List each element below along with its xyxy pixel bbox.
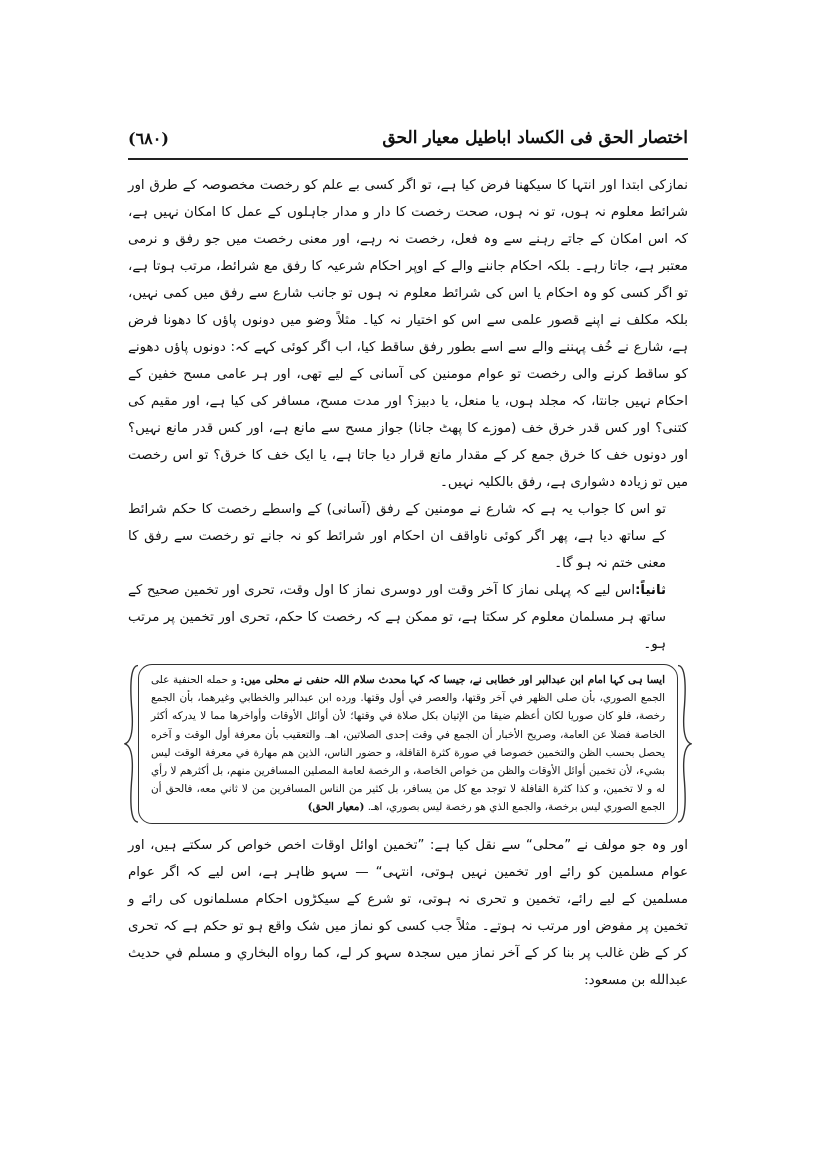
- footnote-box-wrapper: [138, 664, 678, 824]
- left-brace-icon: [124, 664, 140, 824]
- closing-urdu: اور وہ جو مولف نے ”محلی“ سے نقل کیا ہے: ”تخمین اوائل اوقات اخص خواص کر سکتے ہیں، اور عوام مسلمین کو رائے اور تخمین نہیں ہوتی، انتہی“ — سہو ظاہر ہے، اس لیے کہ اگر عوام مسلمین کے لیے رائے، تخمین و تحری نہ ہوتی، تو شرع کے سیکڑوں احکام مسلمانوں کی رائے و تخمین پر مفوض اور مرتب نہ ہوتے۔ مثلاً جب کسی کو نماز میں شک واقع ہو تو حکم ہے کہ تحری کر کے ظن غالب پر بنا کر کے آخر نماز میں سجدہ سہو کر لے،: [128, 837, 688, 961]
- footnote-text: [151, 671, 665, 817]
- running-title: اختصار الحق فی الکساد اباطیل معیار الحق: [382, 128, 688, 148]
- second-point-lead: ثانیاً:: [635, 583, 666, 598]
- page-header: [128, 118, 688, 160]
- main-text: [128, 172, 688, 658]
- document-page: [128, 118, 688, 1078]
- right-brace-icon: [676, 664, 692, 824]
- paragraph-2: تو اس کا جواب یہ ہے کہ شارع نے مومنین کے رفق (آسانی) کے واسطے رخصت کا حکم شرائط کے ساتھ دیا ہے، پھر اگر کوئی ناواقف ان احکام اور شرائط کو نہ جانے تو رخصت سے رفق کا معنی ختم نہ ہو گا۔: [128, 502, 666, 571]
- closing-arabic: كما رواه البخاري و مسلم في حديث عبدالله بن مسعود:: [128, 945, 688, 988]
- footnote-intro: ایسا ہی کہا امام ابن عبدالبر اور خطابی نے، جیسا کہ کہا محدث سلام اللہ حنفی نے محلی میں:: [240, 674, 665, 686]
- page-number: (٦٨٠): [128, 128, 169, 148]
- closing-paragraph: [128, 832, 688, 994]
- paragraph-3: [128, 577, 688, 658]
- paragraph-1: نمازکی ابتدا اور انتہا کا سیکھنا فرض کیا ہے، تو اگر کسی بے علم کو رخصت مخصوصہ کے طرق اور شرائط معلوم نہ ہوں، تو نہ ہوں، صحت رخصت کا دار و مدار جاہلوں کے عمل کا امکان نہیں ہے، کہ اس امکان کے جاتے رہنے سے وہ فعل، رخصت نہ رہے، اور معنی رخصت میں جو رفق و نرمی معتبر ہے، جاتا رہے۔ بلکہ احکام جاننے والے کے اوپر احکام شرعیہ کا رفق مع شرائط، مرتب ہوتا ہے، تو اگر کسی کو وہ احکام یا اس کی شرائط معلوم نہ ہوں تو جانب شارع سے رفق میں کمی نہیں، بلکہ مکلف نے اپنے قصور علمی سے اس کو اختیار نہ کیا۔ مثلاً وضو میں دونوں پاؤں کا دھونا فرض ہے، شارع نے خُف پہننے والے سے اسے بطور رفق ساقط کیا، اب اگر کوئی کہے کہ: دونوں پاؤں دھونے کو ساقط کرنے والی رخصت تو عوام مومنین کی آسانی کے لیے تھی، اور ہر عامی مسح خفین کے احکام نہیں جانتا، کہ مجلد ہوں، یا منعل، یا دبیز؟ اور مدت مسح، مسافر کی کیا ہے، اور مقیم کی کتنی؟ اور کس قدر خرق خف (موزے کا پھٹ جانا) جواز مسح سے مانع ہے، اور کس قدر مانع نہیں؟ اور دونوں خف کا خرق جمع کر کے مقدار مانع قرار دیا جاتا ہے، یا ایک خف کا خرق؟ تو اس رخصت میں تو زیادہ دشواری ہے، رفق بالکلیہ نہیں۔: [128, 178, 688, 490]
- second-point-text: اس لیے کہ پہلی نماز کا آخر وقت اور دوسری نماز کا اول وقت، تحری اور تخمین صحیح کے ساتھ ہر مسلمان معلوم کر سکتا ہے، تو ممکن ہے کہ رخصت کا حکم، تحری اور تخمین پر مرتب ہو۔: [128, 583, 666, 652]
- footnote-source: (معیار الحق): [307, 801, 365, 814]
- footnote-quote: و حمله الحنفية على الجمع الصوري، بأن صلى الظهر في آخر وقتها، والعصر في أول وقتها. ورده ابن عبدالبر والخطابي وغيرهما، بأن الجمع رخصة، فلو كان صوريا لكان أعظم ضيقا من الإتيان بكل صلاة في وقتها؛ لأن أوائل الأوقات وأواخرها مما لا يدركه أكثر الخاصة فضلا عن العامة، وصريح الأخبار أن الجمع في وقت إحدى الصلاتين، اهـ. والتعقيب بأن معرفة أول الوقت و آخره يحصل بحسب الظن والتخمين خصوصا في صورة كثرة القافلة، و حضور الناس، الذين هم مهارة في معرفة الوقت ليس بشيء، لأن تخمين أوائل الأوقات والظن من خواص الخاصة، و الرخصة لعامة المصلين المسافرين منهم، بل أكثرهم لا رأي له و لا تخمين، و كذا كثرة القافلة لا توجد مع كل من يسافر، بل كثير من الناس المسافرين من لا ثاني معه، فالحق أن الجمع الصوري ليس برخصة، والجمع الذي هو رخصة ليس بصوري، اهـ.: [151, 674, 665, 814]
- footnote-box: [138, 664, 678, 824]
- closing-text: [128, 832, 688, 994]
- page-body: [128, 172, 688, 994]
